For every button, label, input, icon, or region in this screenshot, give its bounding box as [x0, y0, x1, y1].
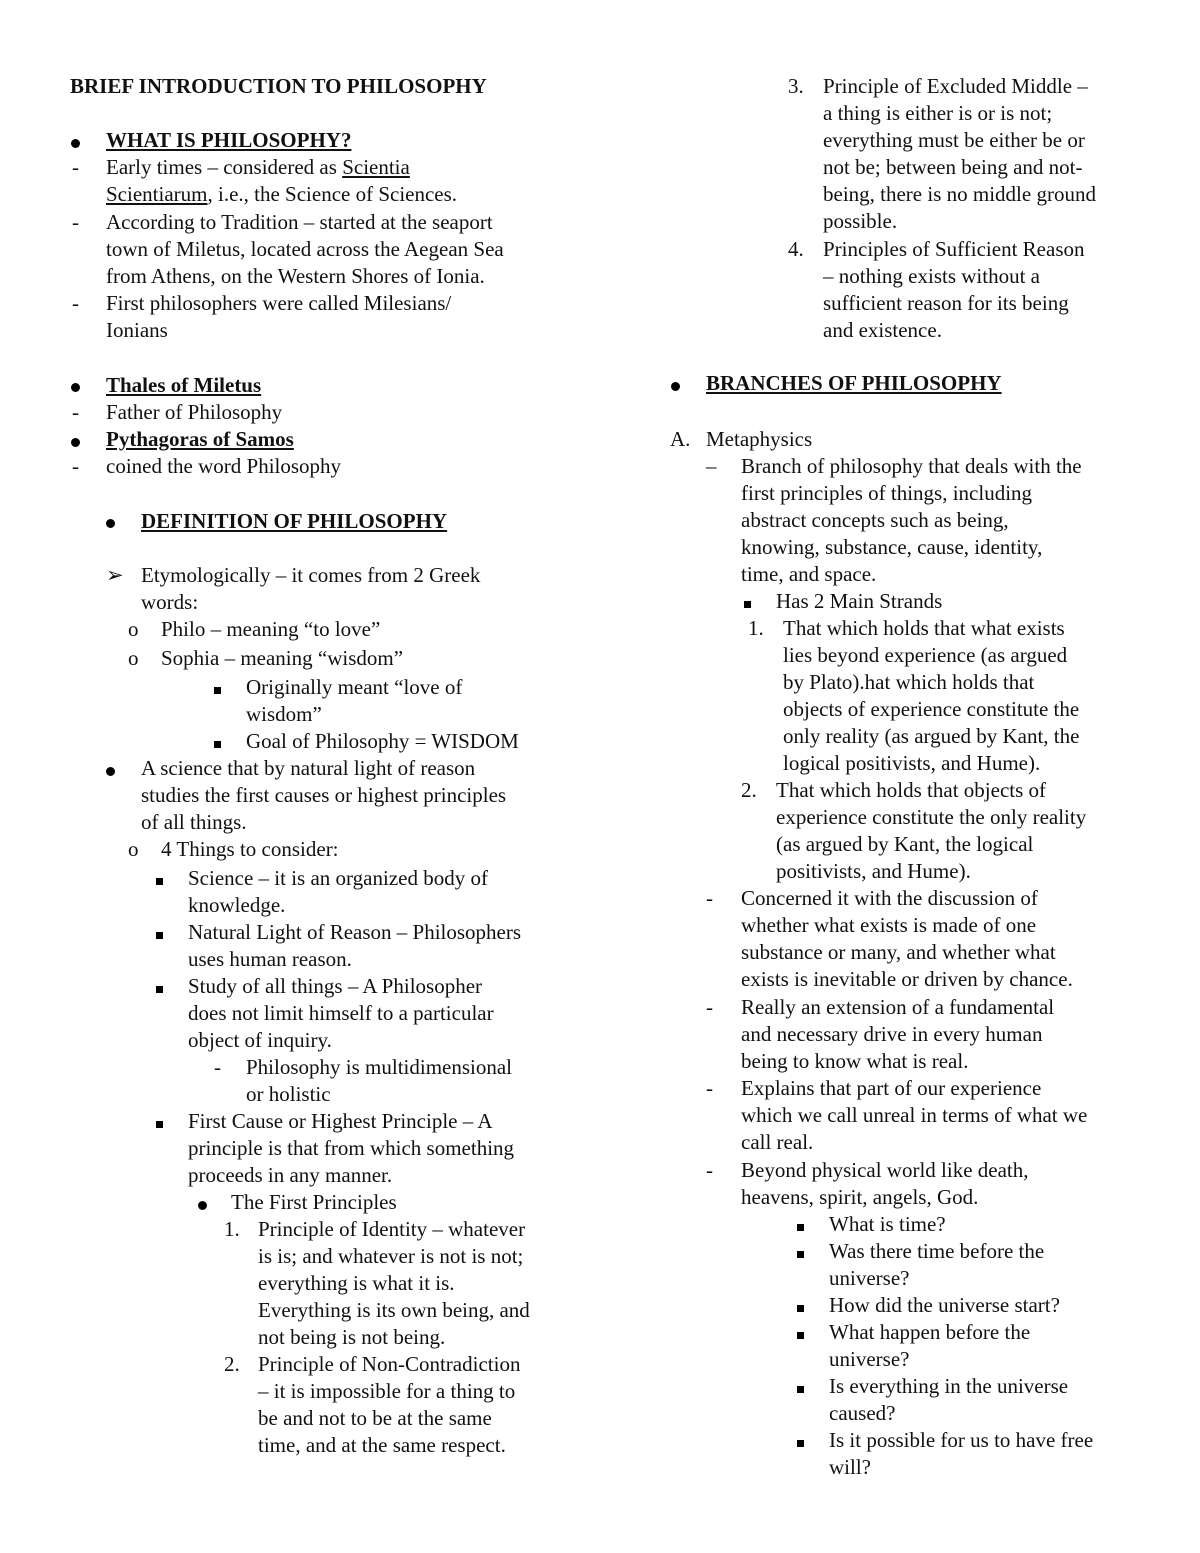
principle-sufficient-reason-line: – nothing exists without a: [823, 264, 1040, 288]
pythagoras-heading: Pythagoras of Samos: [106, 427, 294, 451]
principle-excluded-middle-line: not be; between being and not-: [823, 155, 1083, 179]
strand-number: 1.: [748, 616, 764, 640]
metaphysics-def-line: abstract concepts such as being,: [741, 508, 1009, 532]
beyond-line: heavens, spirit, angels, God.: [741, 1185, 979, 1209]
square-bullet: [797, 1319, 804, 1345]
thales-heading: Thales of Miletus: [106, 373, 262, 397]
principle-excluded-middle-line: Principle of Excluded Middle –: [823, 74, 1088, 98]
principle-excluded-middle-line: being, there is no middle ground: [823, 182, 1096, 206]
principle-identity-line: is is; and whatever is not is not;: [258, 1244, 524, 1268]
strand-two-line: That which holds that objects of: [776, 778, 1047, 802]
principle-excluded-middle-line: everything must be either be or: [823, 128, 1085, 152]
strand-one-line: lies beyond experience (as argued: [783, 643, 1068, 667]
concerned-line: Concerned it with the discussion of: [741, 886, 1038, 910]
dash-marker: -: [72, 454, 79, 478]
bullet-dot: [71, 128, 80, 154]
square-bullet: [156, 1108, 163, 1134]
originally-meant-line: Originally meant “love of: [246, 675, 463, 699]
early-times-line2: Scientiarum, i.e., the Science of Sciences.: [106, 182, 458, 206]
tradition-line: According to Tradition – started at the seaport: [106, 210, 493, 234]
tradition-line: town of Miletus, located across the Aegean Sea: [106, 237, 504, 261]
dash-marker: -: [72, 155, 79, 179]
concerned-line: whether what exists is made of one: [741, 913, 1037, 937]
question-line: Is everything in the universe: [829, 1374, 1069, 1398]
principle-non-contradiction-line: time, and at the same respect.: [258, 1433, 506, 1457]
metaphysics-def-line: Branch of philosophy that deals with the: [741, 454, 1082, 478]
principle-identity-line: not being is not being.: [258, 1325, 446, 1349]
first-principles-line: The First Principles: [231, 1190, 397, 1214]
bullet-dot: [198, 1190, 207, 1216]
question-line: will?: [829, 1455, 871, 1479]
question-line: universe?: [829, 1347, 910, 1371]
square-bullet: [214, 728, 221, 754]
study-all-line: does not limit himself to a particular: [188, 1001, 494, 1025]
natural-light-line: uses human reason.: [188, 947, 352, 971]
pythagoras-description: coined the word Philosophy: [106, 454, 342, 478]
question-line: Is it possible for us to have free: [829, 1428, 1094, 1452]
endash-marker: –: [706, 454, 717, 478]
strand-one-line: That which holds that what exists: [783, 616, 1065, 640]
early-times-line1: Early times – considered as Scientia: [106, 155, 410, 179]
square-bullet: [156, 973, 163, 999]
first-philosophers-line: Ionians: [106, 318, 168, 342]
metaphysics-def-line: first principles of things, including: [741, 481, 1033, 505]
strand-number: 2.: [741, 778, 757, 802]
explains-line: call real.: [741, 1130, 814, 1154]
square-bullet: [797, 1427, 804, 1453]
etymology-line: words:: [141, 590, 199, 614]
first-cause-line: First Cause or Highest Principle – A: [188, 1109, 493, 1133]
strand-two-line: experience constitute the only reality: [776, 805, 1087, 829]
strand-two-line: positivists, and Hume).: [776, 859, 971, 883]
principle-sufficient-reason-line: sufficient reason for its being: [823, 291, 1069, 315]
what-is-philosophy-heading: WHAT IS PHILOSOPHY?: [106, 128, 352, 152]
question-line: What is time?: [829, 1212, 946, 1236]
principle-excluded-middle-line: a thing is either is or is not;: [823, 101, 1053, 125]
principle-sufficient-reason-line: Principles of Sufficient Reason: [823, 237, 1085, 261]
page-title: BRIEF INTRODUCTION TO PHILOSOPHY: [70, 74, 487, 98]
square-bullet: [214, 674, 221, 700]
sophia-line: Sophia – meaning “wisdom”: [161, 646, 404, 670]
metaphysics-title: Metaphysics: [706, 427, 813, 451]
arrow-bullet-icon: ➢: [106, 563, 124, 587]
science-def-line: A science that by natural light of reason: [141, 756, 476, 780]
dash-marker: -: [706, 995, 713, 1019]
strand-one-line: only reality (as argued by Kant, the: [783, 724, 1080, 748]
science-item-line: knowledge.: [188, 893, 286, 917]
question-line: universe?: [829, 1266, 910, 1290]
circle-bullet: o: [128, 837, 139, 861]
strand-two-line: (as argued by Kant, the logical: [776, 832, 1034, 856]
principle-number: 4.: [788, 237, 804, 261]
multidimensional-line: or holistic: [246, 1082, 331, 1106]
multidimensional-line: Philosophy is multidimensional: [246, 1055, 513, 1079]
principle-identity-line: Principle of Identity – whatever: [258, 1217, 526, 1241]
first-cause-line: proceeds in any manner.: [188, 1163, 393, 1187]
concerned-line: substance or many, and whether what: [741, 940, 1056, 964]
square-bullet: [156, 919, 163, 945]
definition-heading: DEFINITION OF PHILOSOPHY: [141, 509, 448, 533]
question-line: How did the universe start?: [829, 1293, 1060, 1317]
metaphysics-def-line: time, and space.: [741, 562, 877, 586]
question-line: What happen before the: [829, 1320, 1031, 1344]
dash-marker: -: [72, 210, 79, 234]
natural-light-line: Natural Light of Reason – Philosophers: [188, 920, 522, 944]
science-def-line: studies the first causes or highest principles: [141, 783, 507, 807]
dash-marker: -: [706, 1158, 713, 1182]
dash-marker: -: [72, 291, 79, 315]
principle-number: 1.: [224, 1217, 240, 1241]
branch-letter: A.: [670, 427, 691, 451]
square-bullet: [744, 588, 751, 614]
bullet-dot: [71, 372, 80, 398]
bullet-dot: [106, 508, 115, 534]
study-all-line: object of inquiry.: [188, 1028, 332, 1052]
square-bullet: [797, 1211, 804, 1237]
dash-marker: -: [72, 400, 79, 424]
principle-non-contradiction-line: be and not to be at the same: [258, 1406, 492, 1430]
concerned-line: exists is inevitable or driven by chance.: [741, 967, 1073, 991]
square-bullet: [797, 1373, 804, 1399]
first-philosophers-line: First philosophers were called Milesians/: [106, 291, 452, 315]
philo-line: Philo – meaning “to love”: [161, 617, 381, 641]
circle-bullet: o: [128, 646, 139, 670]
branches-heading: BRANCHES OF PHILOSOPHY: [706, 371, 1002, 395]
strand-one-line: objects of experience constitute the: [783, 697, 1080, 721]
bullet-dot: [71, 427, 80, 453]
principle-sufficient-reason-line: and existence.: [823, 318, 942, 342]
explains-line: which we call unreal in terms of what we: [741, 1103, 1088, 1127]
circle-bullet: o: [128, 617, 139, 641]
science-item-line: Science – it is an organized body of: [188, 866, 488, 890]
study-all-line: Study of all things – A Philosopher: [188, 974, 483, 998]
principle-number: 3.: [788, 74, 804, 98]
thales-description: Father of Philosophy: [106, 400, 283, 424]
question-line: Was there time before the: [829, 1239, 1045, 1263]
dash-marker: -: [214, 1055, 221, 1079]
principle-non-contradiction-line: – it is impossible for a thing to: [258, 1379, 516, 1403]
tradition-line: from Athens, on the Western Shores of Ionia.: [106, 264, 485, 288]
square-bullet: [156, 865, 163, 891]
first-cause-line: principle is that from which something: [188, 1136, 515, 1160]
principle-non-contradiction-line: Principle of Non-Contradiction: [258, 1352, 521, 1376]
question-line: caused?: [829, 1401, 896, 1425]
extension-line: being to know what is real.: [741, 1049, 969, 1073]
extension-line: Really an extension of a fundamental: [741, 995, 1055, 1019]
originally-meant-line: wisdom”: [246, 702, 322, 726]
strand-one-line: by Plato).hat which holds that: [783, 670, 1035, 694]
dash-marker: -: [706, 886, 713, 910]
square-bullet: [797, 1292, 804, 1318]
science-def-line: of all things.: [141, 810, 247, 834]
metaphysics-def-line: knowing, substance, cause, identity,: [741, 535, 1043, 559]
main-strands-line: Has 2 Main Strands: [776, 589, 943, 613]
principle-number: 2.: [224, 1352, 240, 1376]
principle-excluded-middle-line: possible.: [823, 209, 898, 233]
extension-line: and necessary drive in every human: [741, 1022, 1043, 1046]
strand-one-line: logical positivists, and Hume).: [783, 751, 1041, 775]
principle-identity-line: Everything is its own being, and: [258, 1298, 530, 1322]
square-bullet: [797, 1238, 804, 1264]
etymology-line: Etymologically – it comes from 2 Greek: [141, 563, 481, 587]
bullet-dot: [671, 371, 680, 397]
bullet-dot: [106, 756, 115, 782]
four-things-line: 4 Things to consider:: [161, 837, 339, 861]
beyond-line: Beyond physical world like death,: [741, 1158, 1029, 1182]
principle-identity-line: everything is what it is.: [258, 1271, 455, 1295]
goal-line: Goal of Philosophy = WISDOM: [246, 729, 519, 753]
dash-marker: -: [706, 1076, 713, 1100]
explains-line: Explains that part of our experience: [741, 1076, 1042, 1100]
